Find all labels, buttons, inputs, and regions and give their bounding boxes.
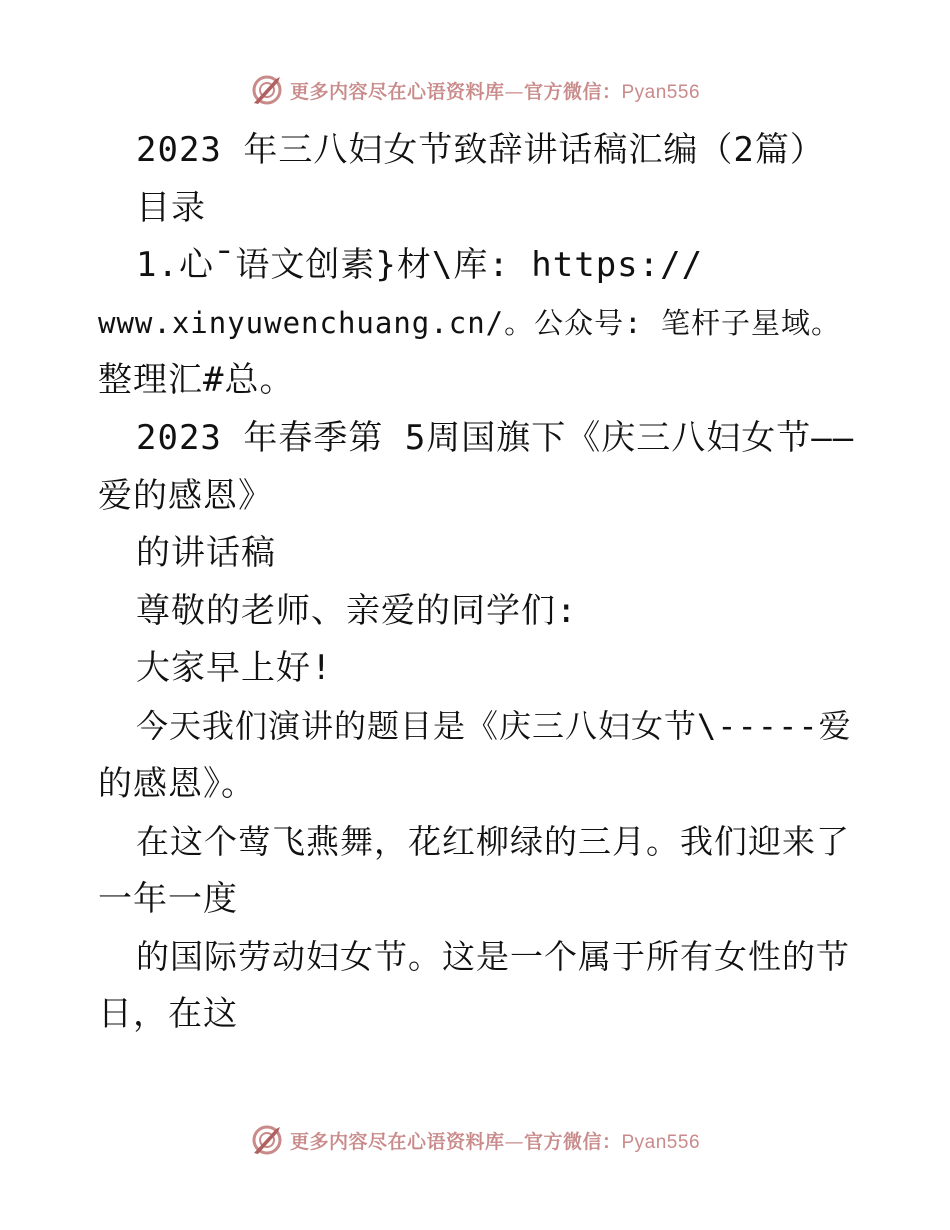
text-line: 的感恩》。 xyxy=(98,763,256,804)
text-line: 1.心¯语文创素}材\库: https:// xyxy=(136,245,704,286)
banner-wechat-id: Pyan556 xyxy=(621,81,701,103)
text-line: 整理汇#总。 xyxy=(98,360,295,401)
banner-text xyxy=(290,1127,700,1154)
footer-banner xyxy=(0,1120,950,1160)
banner-separator: — xyxy=(504,80,524,103)
text-line: 日，在这 xyxy=(98,993,238,1034)
banner-official-label: 官方微信： xyxy=(523,80,622,103)
text-line: 在这个莺飞燕舞，花红柳绿的三月。我们迎来了 xyxy=(136,822,850,862)
text-line: 的讲话稿 xyxy=(136,533,276,574)
quill-circle-logo-icon xyxy=(250,1123,284,1157)
banner-text xyxy=(290,77,700,104)
text-line: 大家早上好! xyxy=(136,648,333,689)
text-line: 的国际劳动妇女节。这是一个属于所有女性的节 xyxy=(136,937,850,977)
text-line: 2023 年春季第 5周国旗下《庆三八妇女节—— xyxy=(136,417,855,458)
text-line: 今天我们演讲的题目是《庆三八妇女节\-----爱 xyxy=(136,706,852,745)
banner-main-text: 更多内容尽在心语资料库 xyxy=(289,1130,505,1153)
banner-official-label: 官方微信： xyxy=(523,1130,622,1153)
text-line: 一年一度 xyxy=(98,878,238,919)
text-line: www.xinyuwenchuang.cn/。公众号: 笔杆子星域。 xyxy=(98,305,842,340)
text-line: 爱的感恩》 xyxy=(98,475,273,516)
banner-main-text: 更多内容尽在心语资料库 xyxy=(289,80,505,103)
banner-wechat-id: Pyan556 xyxy=(621,1131,701,1153)
quill-circle-logo-icon xyxy=(250,73,284,107)
document-body xyxy=(98,122,858,1044)
banner-separator: — xyxy=(504,1130,524,1153)
text-line: 2023 年三八妇女节致辞讲话稿汇编（2篇） xyxy=(136,130,825,170)
text-line: 尊敬的老师、亲爱的同学们: xyxy=(136,590,578,631)
header-banner xyxy=(0,70,950,110)
text-line: 目录 xyxy=(136,187,206,228)
